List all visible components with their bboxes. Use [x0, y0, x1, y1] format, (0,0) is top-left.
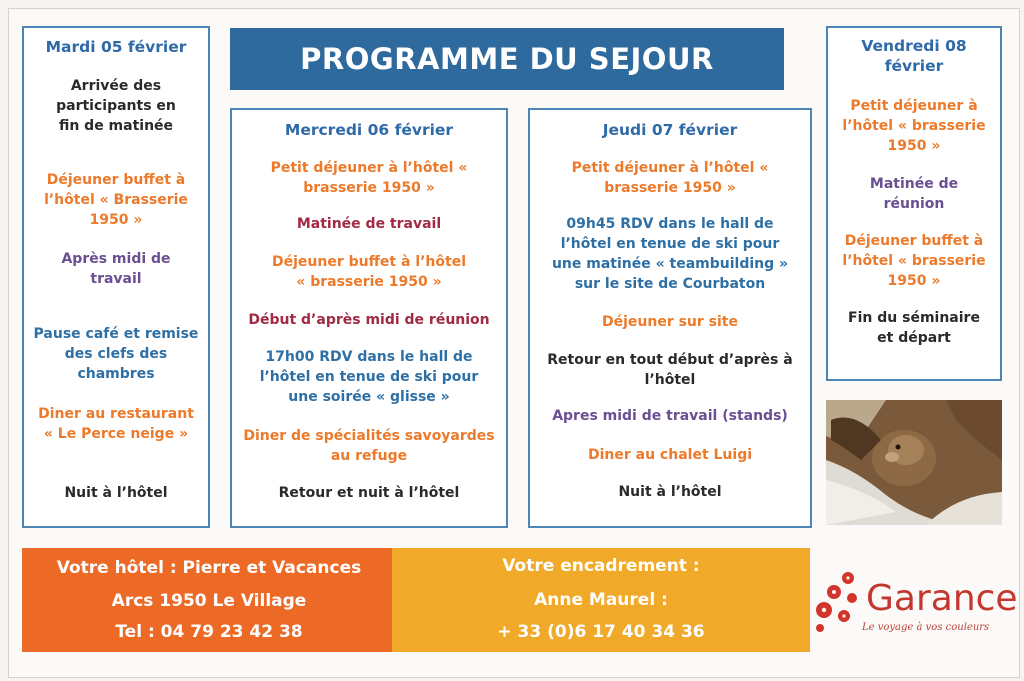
schedule-item: Petit déjeuner à l’hôtel « brasserie 1950 »	[571, 160, 769, 196]
schedule-item: Matinée de travail	[296, 216, 442, 232]
schedule-item: Arrivée des participants en fin de matinée	[56, 78, 176, 134]
schedule-item: Déjeuner buffet à l’hôtel « brasserie 1950 »	[271, 254, 467, 290]
contact-heading: Votre encadrement :	[502, 556, 700, 576]
schedule-item: Pause café et remise des clefs des chambres	[33, 326, 199, 382]
schedule-item: Retour en tout début d’après à l’hôtel	[547, 352, 793, 388]
schedule-item: Nuit à l’hôtel	[64, 485, 168, 501]
contact-info-banner	[392, 548, 810, 652]
hotel-info-banner	[22, 548, 396, 652]
day-heading: Mercredi 06 février	[284, 121, 454, 139]
schedule-item: Après midi de travail	[61, 251, 171, 287]
day-heading: Mardi 05 février	[45, 38, 187, 56]
schedule-item: Diner de spécialités savoyardes au refuge	[243, 428, 495, 464]
day-column-vendredi	[826, 26, 1002, 381]
schedule-item: Fin du séminaire et départ	[848, 310, 980, 346]
marmot-photo	[826, 400, 1002, 525]
contact-phone: + 33 (0)6 17 40 34 36	[497, 622, 705, 642]
schedule-item: Déjeuner buffet à l’hôtel « Brasserie 1950 »	[44, 172, 188, 228]
schedule-item: Petit déjeuner à l’hôtel « brasserie 1950 »	[270, 160, 468, 196]
hotel-location: Arcs 1950 Le Village	[111, 591, 307, 611]
day-heading: Jeudi 07 février	[602, 121, 738, 139]
day-heading: Vendredi 08 février	[861, 37, 967, 75]
schedule-item: 09h45 RDV dans le hall de l’hôtel en tenue de ski pour une matinée « teambuilding » sur le site de Courbaton	[551, 216, 789, 292]
logo-tagline: Le voyage à vos couleurs	[862, 622, 990, 633]
day-column-jeudi	[528, 108, 812, 528]
contact-name: Anne Maurel :	[534, 590, 668, 610]
schedule-item: Matinée de réunion	[869, 176, 959, 212]
schedule-item: Retour et nuit à l’hôtel	[278, 485, 460, 501]
schedule-item: Nuit à l’hôtel	[618, 484, 722, 500]
schedule-item: Déjeuner sur site	[601, 314, 738, 330]
day-column-mardi	[22, 26, 210, 528]
schedule-item: Début d’après midi de réunion	[248, 312, 490, 328]
day-column-mercredi	[230, 108, 508, 528]
schedule-item: Diner au restaurant « Le Perce neige »	[38, 406, 194, 442]
schedule-item: 17h00 RDV dans le hall de l’hôtel en tenue de ski pour une soirée « glisse »	[259, 349, 479, 405]
schedule-item: Diner au chalet Luigi	[587, 447, 753, 463]
page-title: PROGRAMME DU SEJOUR	[230, 28, 784, 90]
schedule-item: Apres midi de travail (stands)	[552, 408, 788, 424]
schedule-item: Déjeuner buffet à l’hôtel « brasserie 1950 »	[842, 233, 986, 289]
hotel-phone: Tel : 04 79 23 42 38	[115, 622, 303, 642]
hotel-name: Votre hôtel : Pierre et Vacances	[56, 558, 362, 578]
logo-name: Garance	[866, 578, 1018, 619]
schedule-item: Petit déjeuner à l’hôtel « brasserie 1950 »	[842, 98, 986, 154]
